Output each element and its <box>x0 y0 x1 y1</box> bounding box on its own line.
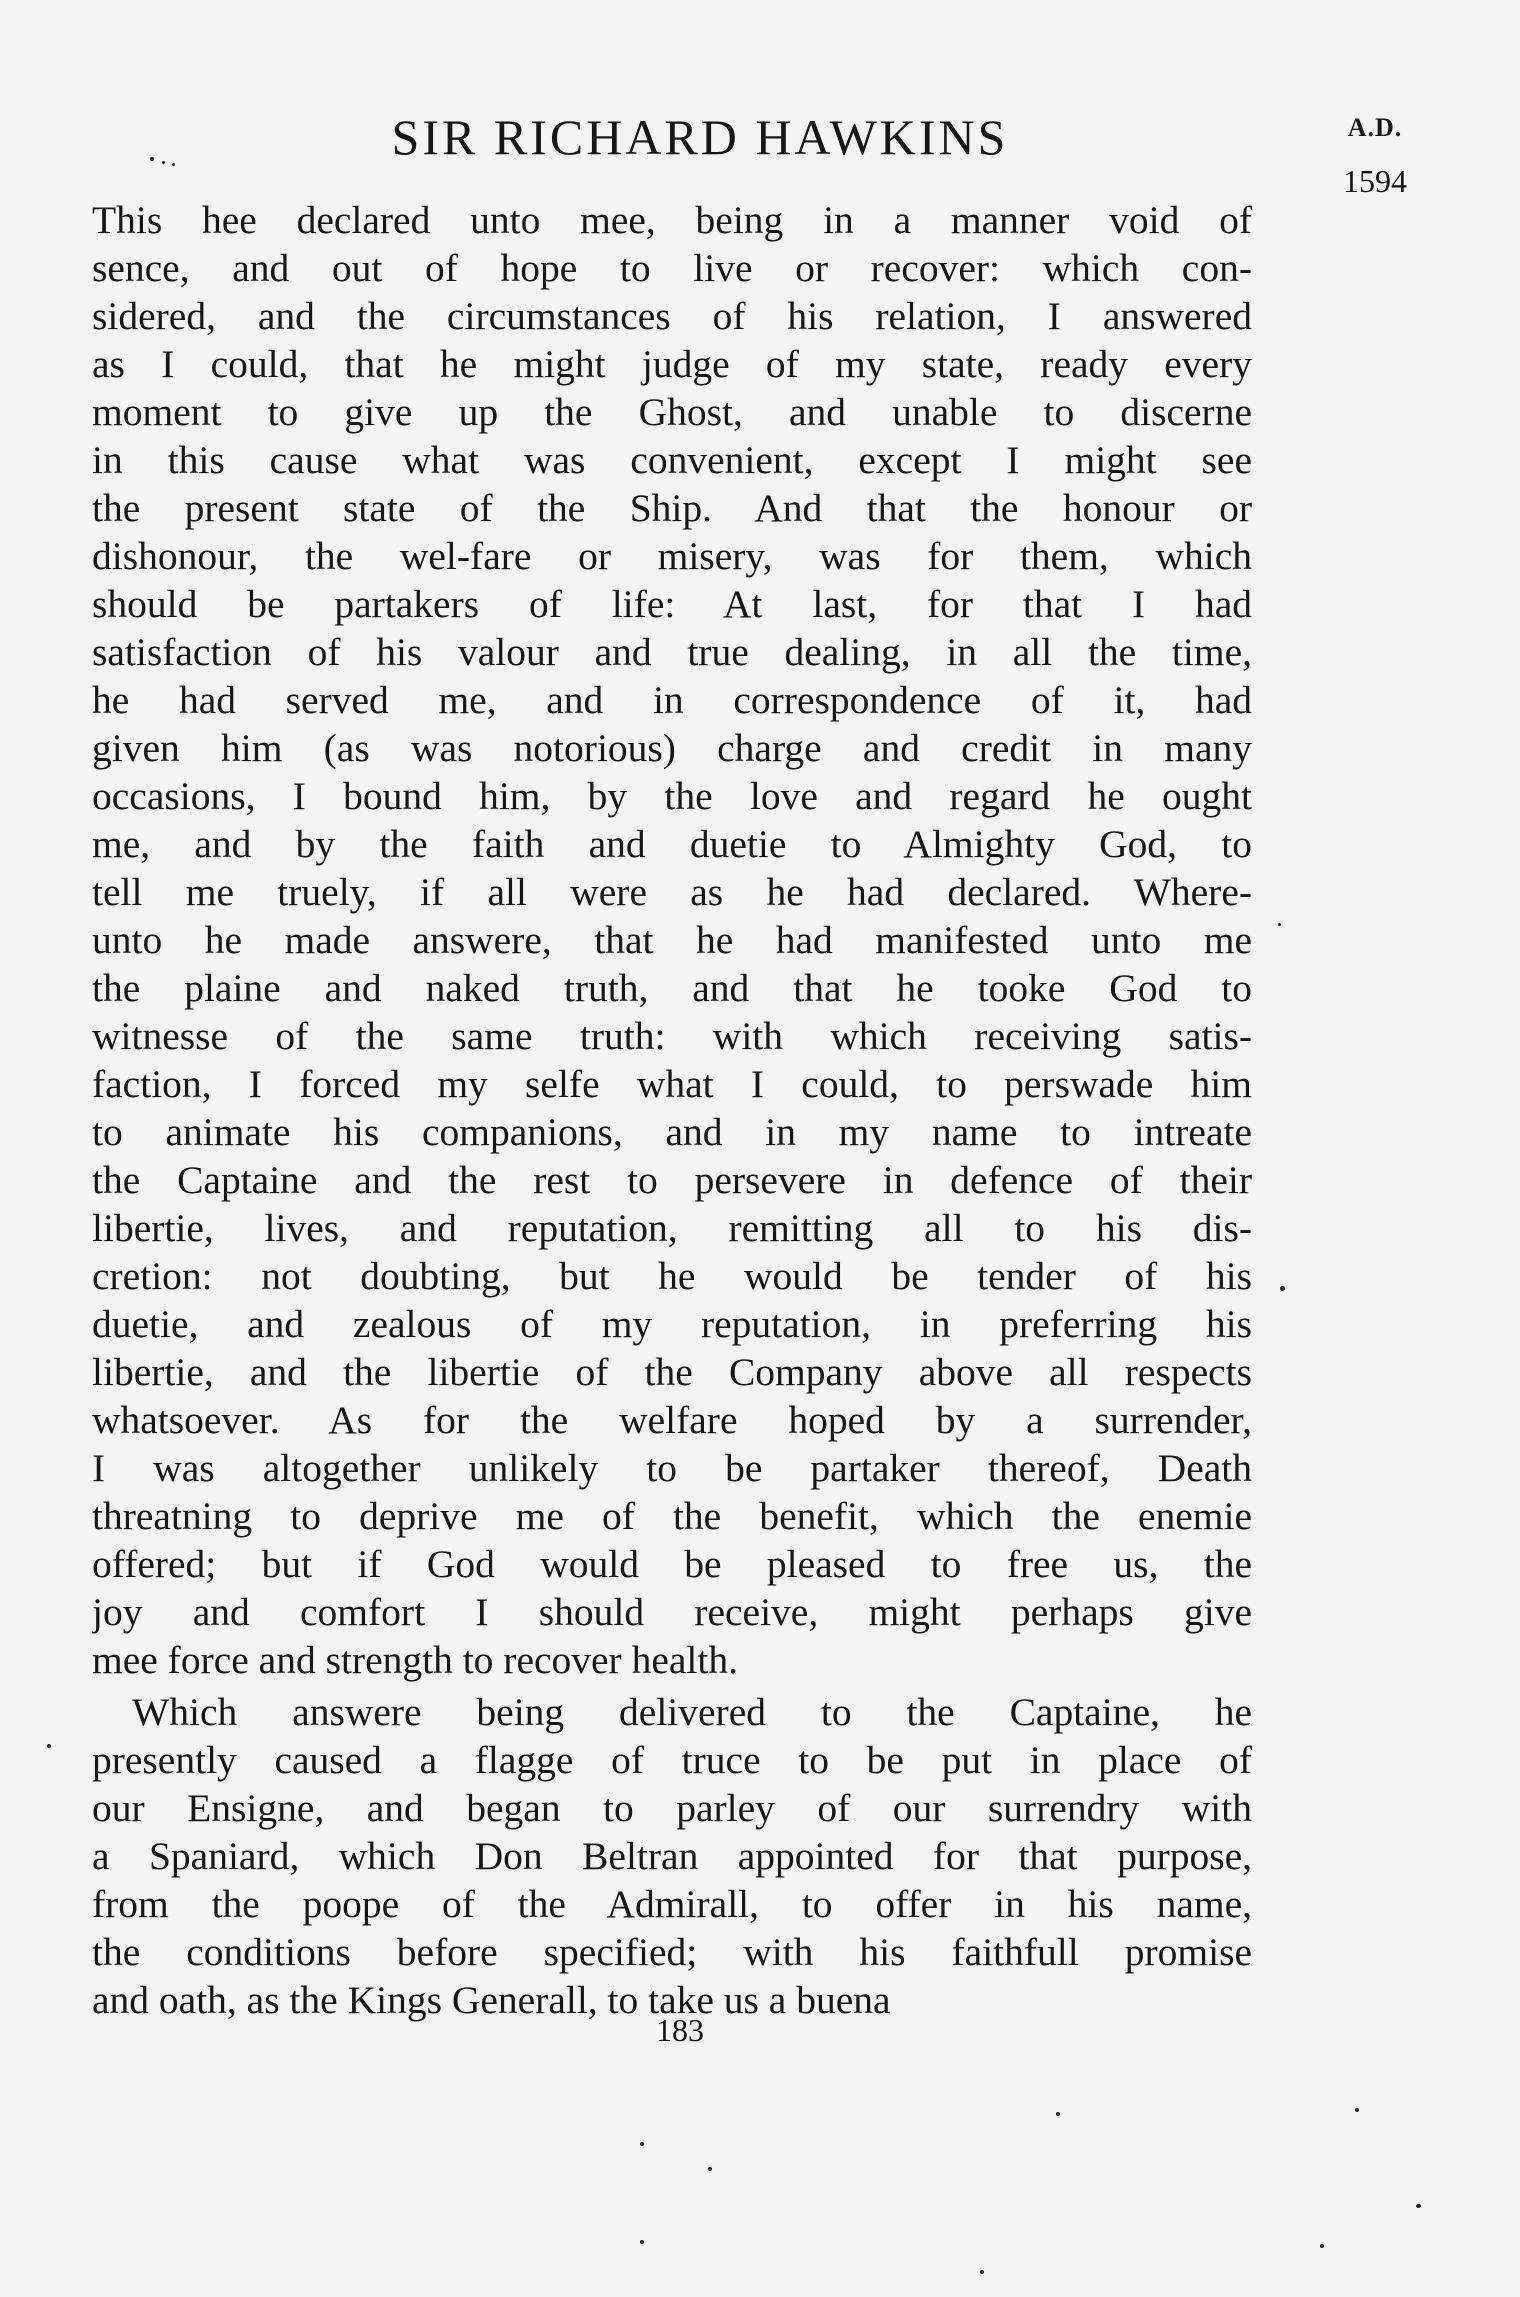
text-line: occasions, I bound him, by the love and regard he ought <box>92 774 1252 818</box>
text-line: whatsoever. As for the welfare hoped by a surrender, <box>92 1398 1252 1442</box>
text-line: satisfaction of his valour and true dealing, in all the time, <box>92 630 1252 674</box>
text-line: moment to give up the Ghost, and unable to discerne <box>92 390 1252 434</box>
text-line: dishonour, the wel-fare or misery, was for them, which <box>92 534 1252 578</box>
scan-speck <box>640 2240 644 2244</box>
scan-speck <box>1416 2204 1421 2208</box>
text-line: our Ensigne, and began to parley of our surrendry with <box>92 1786 1252 1830</box>
text-line: witnesse of the same truth: with which receiving satis- <box>92 1014 1252 1058</box>
text-line: me, and by the faith and duetie to Almighty God, to <box>92 822 1252 866</box>
scan-speck <box>172 163 175 166</box>
scan-speck <box>1056 2112 1060 2116</box>
margin-era: A.D. <box>1347 113 1403 142</box>
scan-speck <box>980 2270 984 2274</box>
text-line: cretion: not doubting, but he would be tender of his <box>92 1254 1252 1298</box>
text-line: sence, and out of hope to live or recover: which con- <box>92 246 1252 290</box>
text-line: Which answere being delivered to the Captaine, he <box>132 1690 1252 1734</box>
scan-speck <box>1355 2108 1359 2112</box>
text-line: in this cause what was convenient, except I might see <box>92 438 1252 482</box>
text-line: given him (as was notorious) charge and credit in many <box>92 726 1252 770</box>
text-line: unto he made answere, that he had manifested unto me <box>92 918 1252 962</box>
text-line: the plaine and naked truth, and that he tooke God to <box>92 966 1252 1010</box>
text-line: should be partakers of life: At last, for that I had <box>92 582 1252 626</box>
text-line: the conditions before specified; with his faithfull promise <box>92 1930 1252 1974</box>
text-line: and oath, as the Kings Generall, to take us a buena <box>92 1978 891 2022</box>
text-line: I was altogether unlikely to be partaker thereof, Death <box>92 1446 1252 1490</box>
margin-year: 1594 <box>1343 163 1407 199</box>
margin-date <box>1320 115 1430 197</box>
text-line: as I could, that he might judge of my state, ready every <box>92 342 1252 386</box>
scan-speck <box>47 1744 51 1748</box>
scan-speck <box>708 2167 712 2171</box>
page-number: 183 <box>656 2012 704 2048</box>
paragraph <box>92 196 1252 1684</box>
text-line: presently caused a flagge of truce to be put in place of <box>92 1738 1252 1782</box>
text-line: he had served me, and in correspondence of it, had <box>92 678 1252 722</box>
body-text <box>92 196 1252 2024</box>
text-line: tell me truely, if all were as he had declared. Where- <box>92 870 1252 914</box>
text-line: joy and comfort I should receive, might perhaps give <box>92 1590 1252 1634</box>
text-line: mee force and strength to recover health. <box>92 1638 738 1682</box>
text-line: threatning to deprive me of the benefit, which the enemie <box>92 1494 1252 1538</box>
text-line: sidered, and the circumstances of his relation, I answered <box>92 294 1252 338</box>
scan-speck <box>1320 2244 1324 2248</box>
scan-speck <box>1280 1286 1285 1291</box>
text-line: libertie, lives, and reputation, remitting all to his dis- <box>92 1206 1252 1250</box>
scan-speck <box>1278 923 1281 926</box>
running-head: SIR RICHARD HAWKINS <box>391 109 1009 165</box>
text-line: a Spaniard, which Don Beltran appointed for that purpose, <box>92 1834 1252 1878</box>
scan-speck <box>640 2142 644 2146</box>
text-line: the present state of the Ship. And that the honour or <box>92 486 1252 530</box>
text-line: from the poope of the Admirall, to offer in his name, <box>92 1882 1252 1926</box>
scan-speck <box>150 157 154 161</box>
text-line: offered; but if God would be pleased to free us, the <box>92 1542 1252 1586</box>
text-line: to animate his companions, and in my name to intreate <box>92 1110 1252 1154</box>
text-line: the Captaine and the rest to persevere in defence of their <box>92 1158 1252 1202</box>
text-line: duetie, and zealous of my reputation, in preferring his <box>92 1302 1252 1346</box>
scan-speck <box>162 161 165 164</box>
text-line: libertie, and the libertie of the Company above all respects <box>92 1350 1252 1394</box>
paragraph <box>92 1688 1252 2024</box>
text-line: faction, I forced my selfe what I could, to perswade him <box>92 1062 1252 1106</box>
text-line: This hee declared unto mee, being in a manner void of <box>92 198 1252 242</box>
